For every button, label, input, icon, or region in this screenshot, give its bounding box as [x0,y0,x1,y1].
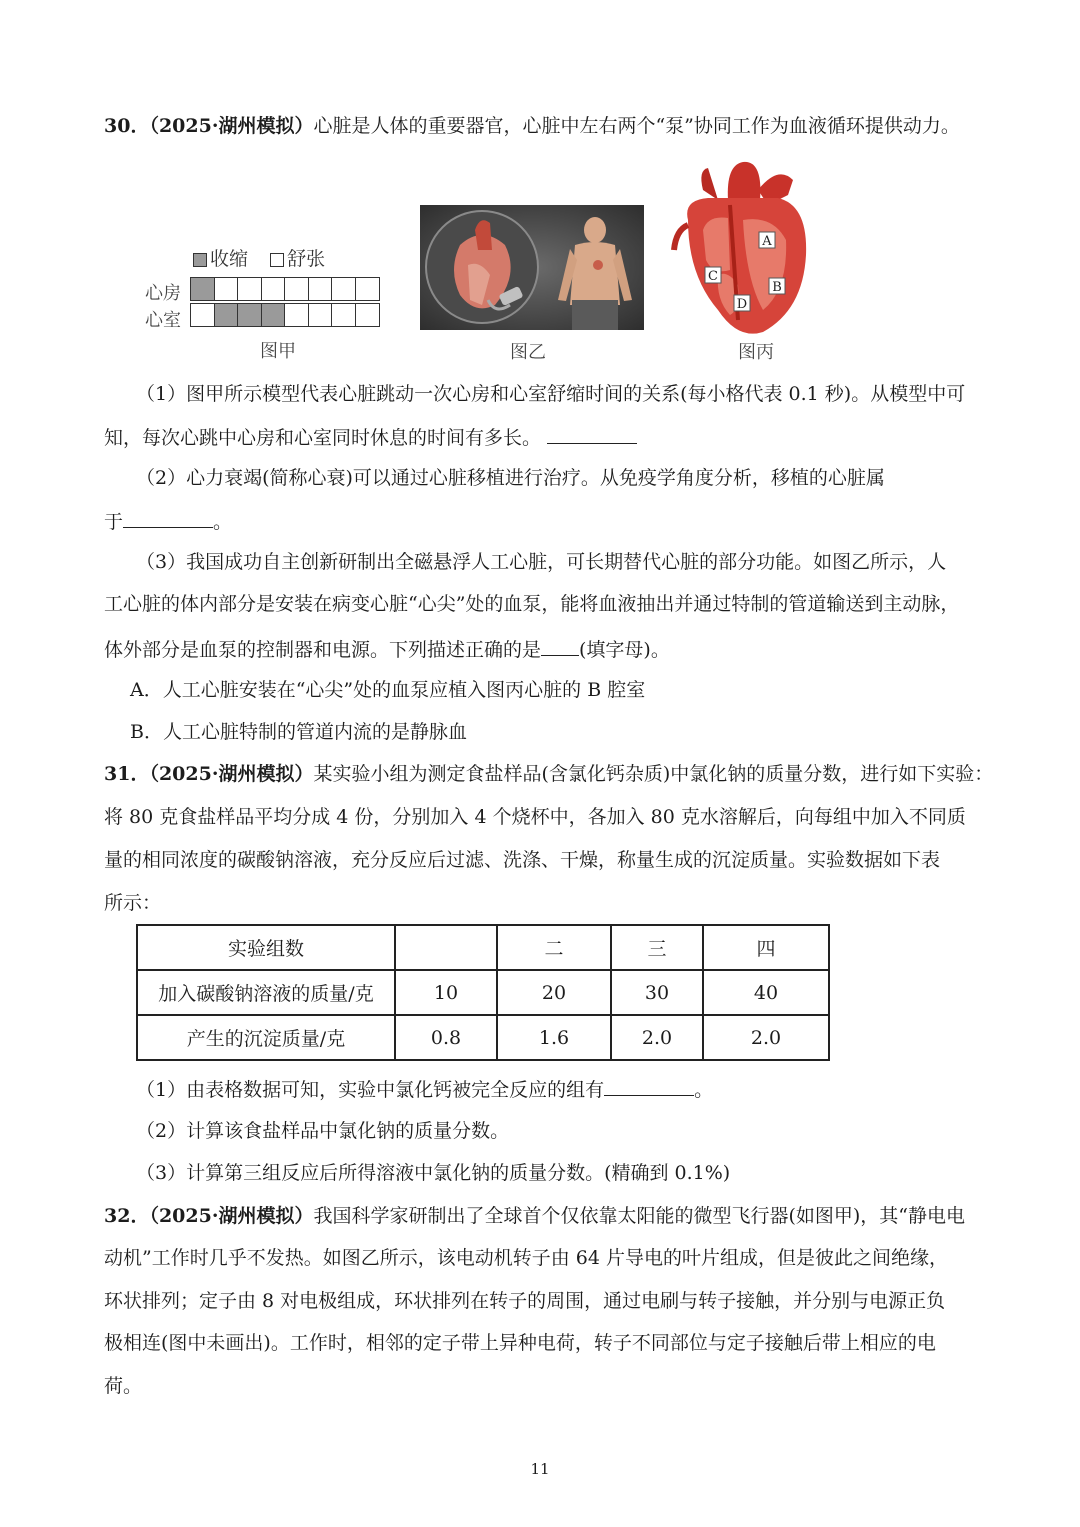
table-cell: 加入碳酸钠溶液的质量/克 [137,970,395,1015]
q31-part2: （2）计算该食盐样品中氯化钠的质量分数。 [136,1120,510,1142]
row-label-atrium: 心房 [145,283,181,304]
table-header-cell: 四 [703,925,829,970]
table-cell: 0.8 [395,1015,497,1060]
q32-line3: 环状排列；定子由 8 对电极组成，环状排列在转子的周围，通过电刷与转子接触，并分别与电源正负 [104,1290,946,1312]
q31-line2: 将 80 克食盐样品平均分成 4 份，分别加入 4 个烧杯中，各加入 80 克水溶解后，向每组中加入不同质 [104,806,966,828]
q31-stem [104,761,993,787]
table-cell: 10 [395,970,497,1015]
experiment-table [136,924,830,1061]
ventricle-cell [331,303,356,327]
artificial-heart-photo [420,205,644,330]
legend-relax-label: 舒张 [287,248,326,270]
q30-part3-text: 体外部分是血泵的控制器和电源。下列描述正确的是 [104,639,542,661]
ventricle-cell [355,303,380,327]
label-C: C [708,269,718,284]
ventricle-cell [284,303,309,327]
atrium-cell [261,277,286,301]
q31-part3: （3）计算第三组反应后所得溶液中氯化钠的质量分数。(精确到 0.1%) [136,1162,731,1184]
q30-part2-line1: （2）心力衰竭(简称心衰)可以通过心脏移植进行治疗。从免疫学角度分析，移植的心脏属 [136,467,885,489]
q31-stem-text: 某实验小组为测定食盐样品(含氯化钙杂质)中氯化钠的质量分数，进行如下实验： [313,763,994,785]
table-cell: 30 [611,970,703,1015]
q30-answer-blank-2[interactable] [123,507,213,528]
label-D: D [736,297,748,312]
ventricle-grid [190,303,380,327]
q31-source: （2025·湖州模拟） [149,763,314,785]
q30-part3-line3 [104,635,670,663]
table-cell: 产生的沉淀质量/克 [137,1015,395,1060]
q32-line4: 极相连(图中未画出)。工作时，相邻的定子带上异种电荷，转子不同部位与定子接触后带上相应的电 [104,1332,936,1354]
q30-part2-line2 [104,507,232,535]
q31-answer-blank-1[interactable] [604,1075,694,1096]
label-B: B [772,280,782,295]
atrium-grid [190,277,380,301]
q30-number: 30． [104,115,150,137]
table-header-row [137,925,829,970]
q30-part3-suffix: (填字母)。 [579,639,670,661]
label-A: A [762,234,772,249]
table-cell: 2.0 [611,1015,703,1060]
table-header-cell [395,925,497,970]
q32-source: （2025·湖州模拟） [149,1205,314,1227]
atrium-cell [214,277,239,301]
table-header-cell: 实验组数 [137,925,395,970]
q30-source: （2025·湖州模拟） [149,115,314,137]
ventricle-cell [261,303,286,327]
q32-line5: 荷。 [104,1375,143,1397]
ventricle-cell [308,303,333,327]
q32-line2: 动机”工作时几乎不发热。如图乙所示，该电动机转子由 64 片导电的叶片组成，但是彼此之间绝缘， [104,1247,948,1269]
ventricle-cell [237,303,262,327]
q30-part2-period: 。 [213,511,233,533]
row-label-ventricle: 心室 [145,310,181,331]
ventricle-cell [214,303,239,327]
figure-jia [145,240,405,365]
atrium-cell [190,277,215,301]
q30-part1-line2 [104,423,637,451]
q30-answer-blank-3[interactable] [541,635,579,656]
legend-contract-label: 收缩 [210,248,249,270]
figure-bing [668,160,818,365]
ventricle-cell [190,303,215,327]
fig-jia-caption: 图甲 [260,341,296,362]
q32-number: 32． [104,1205,150,1227]
q30-part1-line1: （1）图甲所示模型代表心脏跳动一次心房和心室舒缩时间的关系(每小格代表 0.1 秒)。从模型中可 [136,383,966,405]
contract-legend-swatch [193,253,207,267]
q30-option-b: B．人工心脏特制的管道内流的是静脉血 [130,721,467,743]
q30-part1-text: 知，每次心跳中心房和心室同时休息的时间有多长。 [104,427,542,449]
q30-part2-text: 于 [104,511,124,533]
table-cell: 1.6 [497,1015,611,1060]
q30-answer-blank-1[interactable] [547,423,637,444]
table-cell: 40 [703,970,829,1015]
table-row [137,970,829,1015]
atrium-cell [284,277,309,301]
q30-part3-line1: （3）我国成功自主创新研制出全磁悬浮人工心脏，可长期替代心脏的部分功能。如图乙所示，人 [136,551,947,573]
table-cell: 2.0 [703,1015,829,1060]
figure-yi [420,205,644,363]
table-cell: 20 [497,970,611,1015]
q30-stem-text: 心脏是人体的重要器官，心脏中左右两个“泵”协同工作为血液循环提供动力。 [313,115,960,137]
q31-line4: 所示： [104,892,162,914]
q31-part1 [136,1075,713,1103]
atrium-cell [237,277,262,301]
q30-part3-line2: 工心脏的体内部分是安装在病变心脏“心尖”处的血泵，能将血液抽出并通过特制的管道输送到主动脉， [104,593,960,615]
fig-jia-legend [193,244,325,271]
table-row [137,1015,829,1060]
q30-stem [104,113,960,139]
q30-option-a: A．人工心脏安装在“心尖”处的血泵应植入图丙心脏的 B 腔室 [130,679,646,701]
page-number: 11 [530,1460,550,1478]
atrium-cell [355,277,380,301]
relax-legend-swatch [270,253,284,267]
q31-number: 31． [104,763,150,785]
q31-line3: 量的相同浓度的碳酸钠溶液，充分反应后过滤、洗涤、干燥，称量生成的沉淀质量。实验数据如下表 [104,849,941,871]
q31-part1-text: （1）由表格数据可知，实验中氯化钙被完全反应的组有 [136,1079,605,1101]
table-header-cell: 三 [611,925,703,970]
q32-stem-text: 我国科学家研制出了全球首个仅依靠太阳能的微型飞行器(如图甲)，其“静电电 [313,1205,965,1227]
atrium-cell [331,277,356,301]
fig-bing-caption: 图丙 [738,342,774,363]
q32-stem [104,1203,965,1229]
table-header-cell: 二 [497,925,611,970]
q31-part1-period: 。 [694,1079,714,1101]
fig-yi-caption: 图乙 [510,342,546,363]
heart-diagram [668,160,818,340]
atrium-cell [308,277,333,301]
